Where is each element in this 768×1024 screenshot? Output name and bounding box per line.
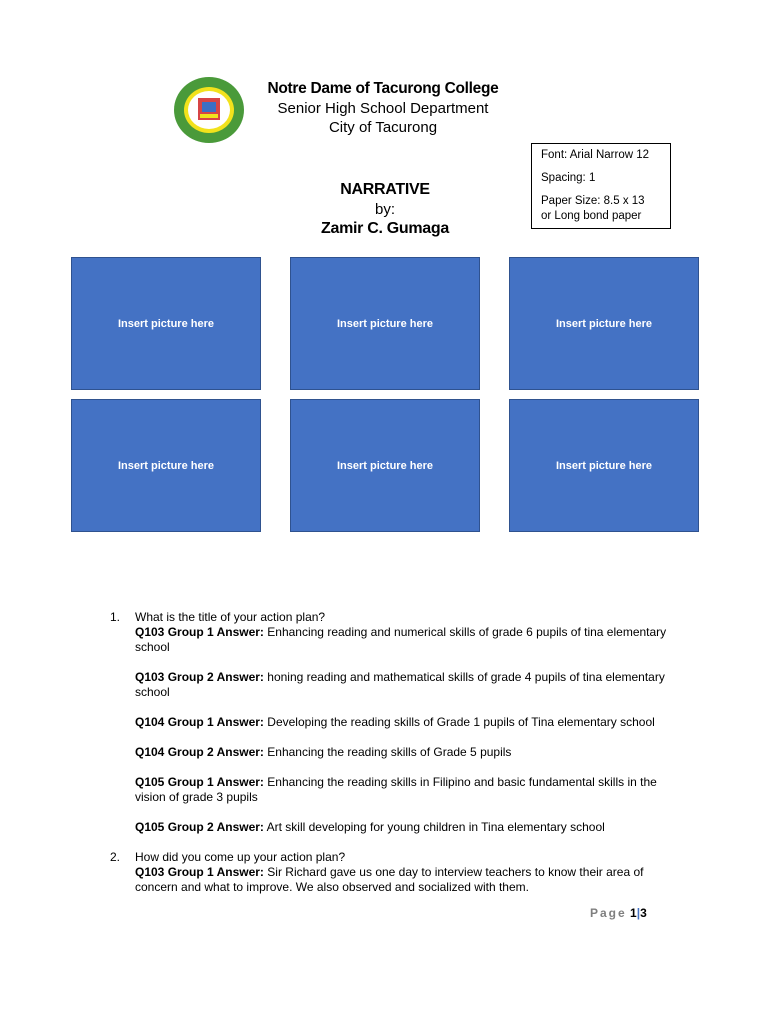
answer-text: Sir Richard gave us one day to interview teachers to know their area of concern and what to improve. We also observed and socialized with them.	[135, 865, 644, 894]
document-header	[253, 80, 513, 136]
school-name: Notre Dame of Tacurong College	[267, 80, 499, 97]
page-separator: |	[636, 906, 641, 920]
page-footer	[590, 906, 647, 920]
picture-placeholder[interactable]: Insert picture here	[71, 257, 261, 390]
answer	[135, 775, 680, 805]
by-label: by:	[374, 201, 395, 218]
answer-text: Developing the reading skills of Grade 1 pupils of Tina elementary school	[263, 715, 655, 729]
page-total: 3	[640, 906, 647, 920]
question-text: What is the title of your action plan?	[135, 610, 326, 624]
answer-text: Art skill developing for young children in Tina elementary school	[263, 820, 605, 834]
answer-label: Q103 Group 1 Answer:	[135, 865, 264, 879]
page-number: 1	[630, 906, 637, 920]
spec-paper-size: Paper Size: 8.5 x 13	[541, 195, 645, 207]
answer	[135, 865, 680, 895]
answer-label: Q103 Group 1 Answer:	[135, 625, 264, 639]
answer-text: honing reading and mathematical skills of grade 4 pupils of tina elementary school	[135, 670, 665, 699]
question-text: How did you come up your action plan?	[135, 850, 346, 864]
picture-placeholder[interactable]: Insert picture here	[71, 399, 261, 532]
question-item	[110, 610, 680, 835]
spec-font: Font: Arial Narrow 12	[541, 149, 650, 161]
answer-text: Enhancing reading and numerical skills of grade 6 pupils of tina elementary school	[135, 625, 667, 654]
answer	[135, 715, 680, 730]
answer	[135, 670, 680, 700]
title-block	[290, 181, 480, 238]
spec-spacing: Spacing: 1	[541, 172, 596, 184]
questions-list	[110, 610, 680, 895]
city-name: City of Tacurong	[328, 119, 438, 136]
spec-paper-size-note: or Long bond paper	[541, 210, 642, 222]
answer-label: Q105 Group 2 Answer:	[135, 820, 264, 834]
question-item	[110, 850, 680, 895]
answer	[135, 745, 680, 760]
format-specs-box	[531, 143, 671, 229]
author-name: Zamir C. Gumaga	[321, 220, 449, 237]
department-name: Senior High School Department	[277, 100, 489, 117]
answer-label: Q105 Group 1 Answer:	[135, 775, 264, 789]
answer-text: Enhancing the reading skills of Grade 5 pupils	[263, 745, 512, 759]
answer-text: Enhancing the reading skills in Filipino and basic fundamental skills in the vision of grade 3 pupils	[135, 775, 657, 804]
college-seal-logo	[173, 76, 245, 144]
answer	[135, 820, 680, 835]
picture-placeholder[interactable]: Insert picture here	[509, 257, 699, 390]
answer	[135, 625, 680, 655]
picture-placeholder[interactable]: Insert picture here	[509, 399, 699, 532]
picture-placeholder[interactable]: Insert picture here	[290, 399, 480, 532]
question-number: 2.	[110, 850, 121, 864]
answer-label: Q104 Group 1 Answer:	[135, 715, 264, 729]
question-number: 1.	[110, 610, 121, 624]
page-word: Page	[590, 906, 627, 920]
picture-placeholder[interactable]: Insert picture here	[290, 257, 480, 390]
document-title: NARRATIVE	[340, 181, 430, 198]
answer-label: Q103 Group 2 Answer:	[135, 670, 264, 684]
answer-label: Q104 Group 2 Answer:	[135, 745, 264, 759]
